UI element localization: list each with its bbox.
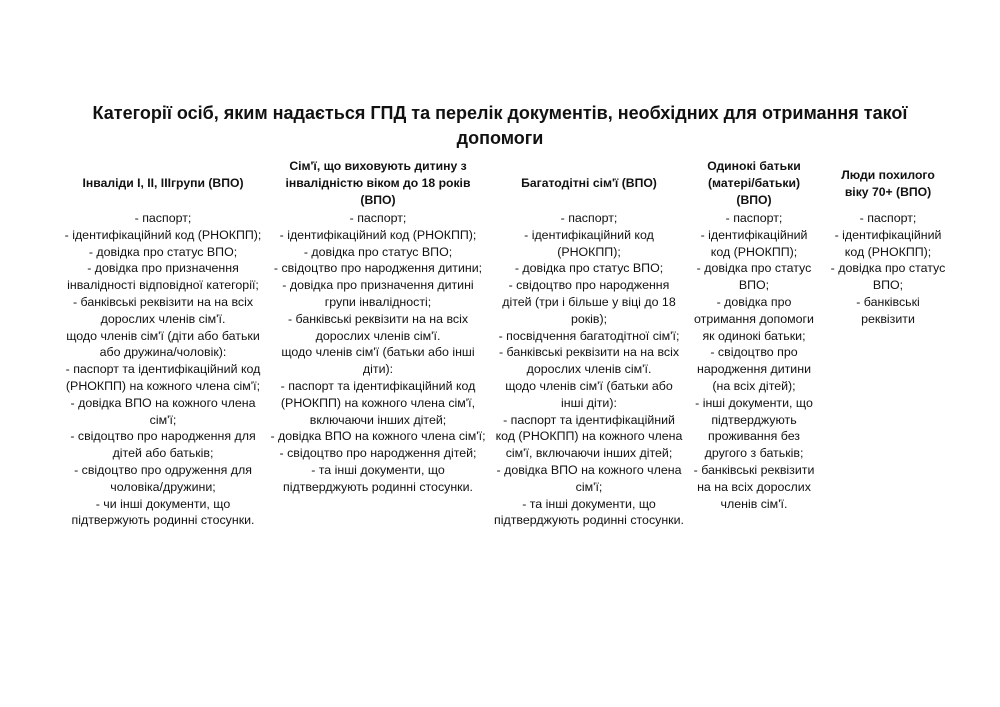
list-item: - свідоцтво про одруження для чоловіка/дружини; — [74, 462, 252, 494]
list-item: - чи інші документи, що підтвержують родинні стосунки. — [71, 496, 255, 528]
list-item: - довідка ВПО на кожного члена сім'ї; — [270, 429, 486, 444]
list-item: - довідка про статус ВПО; — [830, 261, 946, 293]
document-list — [60, 210, 266, 529]
list-item: - свідоцтво про народження для дітей або батьків; — [70, 429, 256, 461]
list-item: - паспорт; — [859, 211, 917, 225]
list-item: - банківські реквізити на на всіх дорослих членів сім'ї. — [693, 462, 815, 511]
list-item: - ідентифікаційний код (РНОКПП); — [279, 227, 477, 242]
list-item: - паспорт та ідентифікаційний код (РНОКПП) на кожного члена сім'ї; — [65, 362, 261, 393]
list-item: - довідка про призначення дитині групи інвалідності; — [282, 278, 474, 309]
column-header: Багатодітні сім'ї (ВПО) — [521, 176, 657, 190]
list-item: щодо членів сім'ї (діти або батьки або дружина/чоловік): — [66, 328, 260, 360]
document-list — [494, 210, 684, 529]
document-list — [828, 210, 948, 328]
column-header: Одинокі батьки (матері/батьки) (ВПО) — [707, 159, 801, 207]
list-item: - довідка про статус ВПО; — [303, 244, 453, 259]
list-item: - інші документи, що підтверджують проживання без другого з батьків; — [695, 395, 813, 461]
list-item: - паспорт та ідентифікаційний код (РНОКПП) на кожного члена сім'ї, включаючи інших дітей; — [495, 412, 683, 461]
list-item: - паспорт; — [134, 211, 192, 225]
list-item: - банківські реквізити на на всіх дорослих членів сім'ї. — [498, 345, 680, 377]
list-item: - довідка про призначення інвалідності відповідної категорії; — [67, 261, 259, 293]
list-item: - ідентифікаційний код (РНОКПП); — [700, 227, 808, 259]
list-item: - довідка про статус ВПО; — [696, 261, 812, 293]
list-item: - ідентифікаційний код (РНОКПП); — [64, 227, 262, 242]
list-item: - паспорт; — [725, 211, 783, 225]
page-title: Категорії осіб, яким надається ГПД та перелік документів, необхідних для отримання такої допомоги — [92, 103, 908, 148]
list-item: - банківські реквізити — [856, 294, 920, 326]
list-item: - довідка ВПО на кожного члена сім'ї; — [70, 395, 256, 427]
column-header: Інваліди І, ІІ, ІІІгрупи (ВПО) — [82, 176, 244, 190]
list-item: - довідка про статус ВПО; — [88, 244, 238, 259]
list-item: щодо членів сім'ї (батьки або інші діти): — [281, 345, 475, 377]
list-item: - банківські реквізити на на всіх дорослих членів сім'ї. — [72, 294, 254, 326]
list-item: - ідентифікаційний код (РНОКПП); — [524, 227, 654, 259]
list-item: - довідка про отримання допомоги як одинокі батьки; — [694, 294, 814, 343]
list-item: - та інші документи, що підтверджують родинні стосунки. — [283, 462, 473, 494]
list-item: - свідоцтво про народження дитини; — [273, 261, 483, 276]
column-header: Сім'ї, що виховують дитину з інвалідністю віком до 18 років (ВПО) — [285, 159, 471, 207]
list-item: - та інші документи, що підтверджують родинні стосунки. — [494, 496, 684, 528]
list-item: - довідка ВПО на кожного члена сім'ї; — [496, 462, 682, 494]
list-item: щодо членів сім'ї (батьки або інші діти): — [505, 378, 673, 410]
list-item: - довідка про статус ВПО; — [514, 261, 664, 276]
list-item: - свідоцтво про народження дитини (на всіх дітей); — [696, 345, 811, 393]
list-item: - свідоцтво про народження дітей; — [279, 446, 477, 461]
list-item: - паспорт та ідентифікаційний код (РНОКПП) на кожного члена сім'ї, включаючи інших дітей; — [280, 378, 476, 427]
document-list — [270, 210, 486, 496]
list-item: - паспорт; — [349, 211, 407, 225]
list-item: - свідоцтво про народження дітей (три і більше у віці до 18 років); — [502, 278, 676, 326]
list-item: - банківські реквізити на на всіх дорослих членів сім'ї. — [287, 311, 469, 343]
list-item: - посвідчення багатодітної сім'ї; — [498, 328, 680, 343]
list-item: - паспорт; — [560, 211, 618, 225]
document-list — [690, 210, 818, 512]
column-header: Люди похилого віку 70+ (ВПО) — [841, 168, 935, 199]
list-item: - ідентифікаційний код (РНОКПП); — [834, 227, 942, 259]
